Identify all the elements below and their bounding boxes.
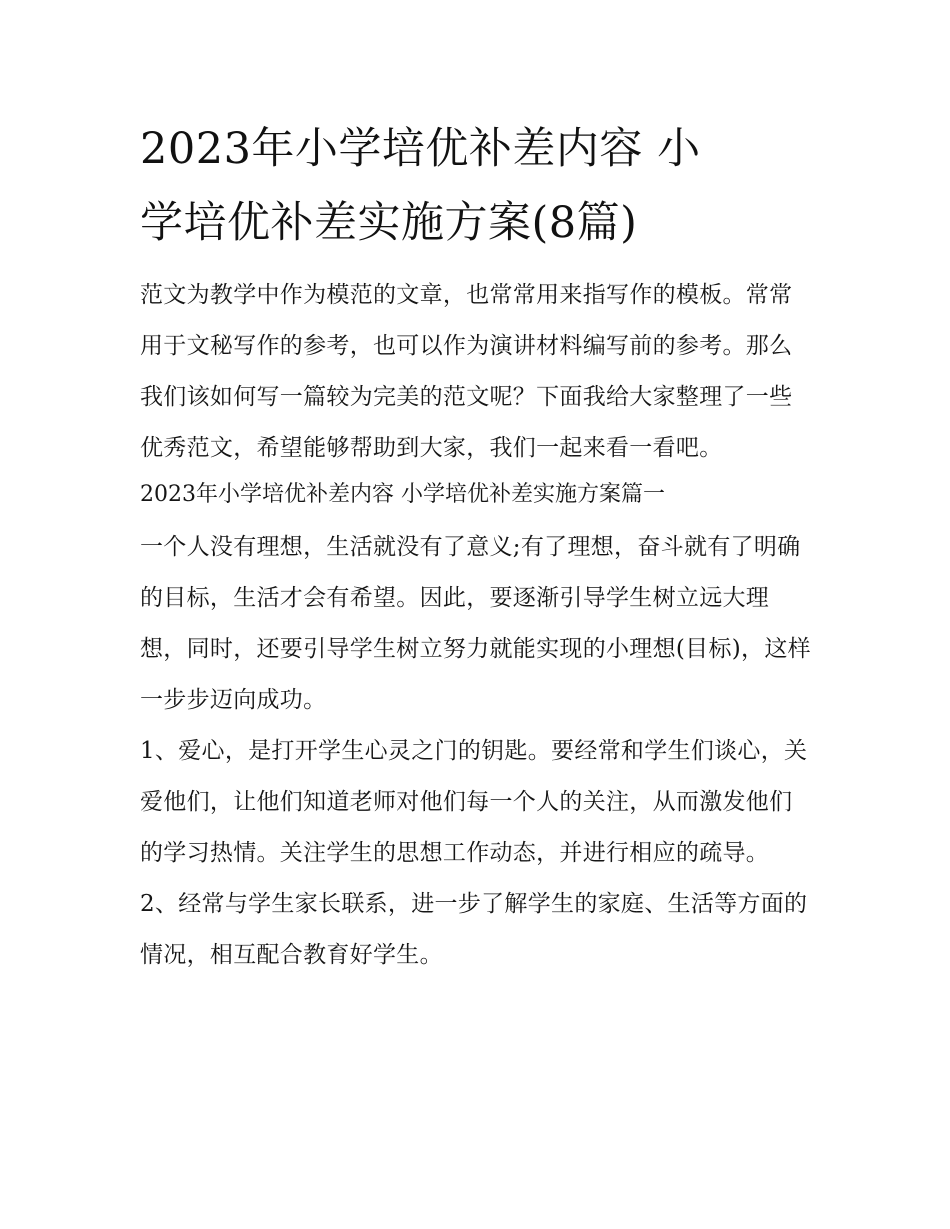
title-line-2: 学培优补差实施方案(8篇)	[140, 198, 638, 248]
body-paragraph-3: 2、经常与学生家长联系，进一步了解学生的家庭、生活等方面的情况，相互配合教育好学生。	[140, 891, 808, 968]
document-body	[140, 112, 815, 981]
section-heading: 2023年小学培优补差内容 小学培优补差实施方案篇一	[140, 482, 665, 507]
body-paragraph-1: 一个人没有理想，生活就没有了意义;有了理想，奋斗就有了明确的目标，生活才会有希望。因此，要逐渐引导学生树立远大理想，同时，还要引导学生树立努力就能实现的小理想(目标)，这样一步步迈向成功。	[140, 534, 811, 713]
intro-paragraph: 范文为教学中作为模范的文章，也常常用来指写作的模板。常常用于文秘写作的参考，也可以作为演讲材料编写前的参考。那么我们该如何写一篇较为完美的范文呢？下面我给大家整理了一些优秀范文，希望能够帮助到大家，我们一起来看一看吧。	[140, 282, 793, 461]
title-line-1: 2023年小学培优补差内容 小	[140, 124, 701, 174]
body-paragraph-2: 1、爱心，是打开学生心灵之门的钥匙。要经常和学生们谈心，关爱他们，让他们知道老师对他们每一个人的关注，从而激发他们的学习热情。关注学生的思想工作动态，并进行相应的疏导。	[140, 738, 808, 866]
document-title	[140, 112, 815, 260]
